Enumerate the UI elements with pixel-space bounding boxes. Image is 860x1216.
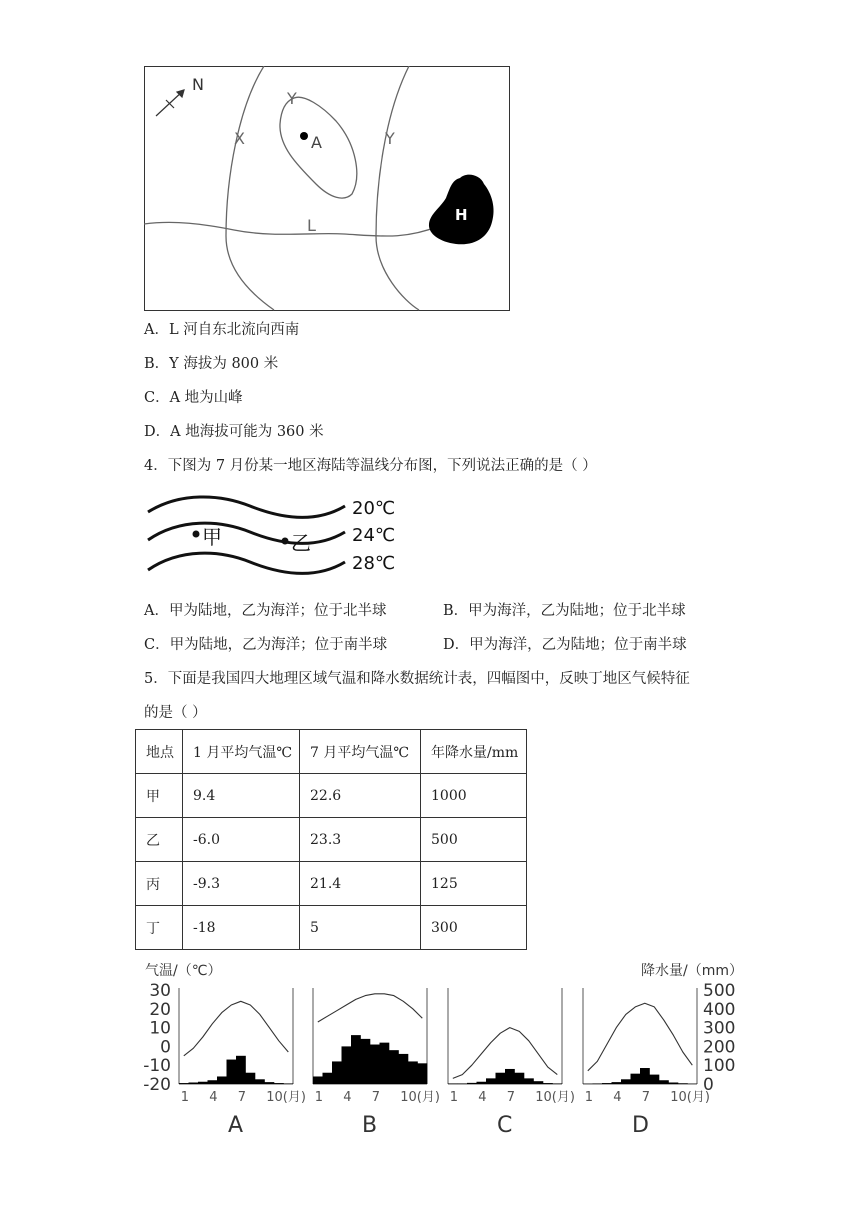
precip-bar (361, 1039, 371, 1084)
climate-panel-d (583, 988, 710, 1138)
table-cell: 丁 (136, 906, 183, 950)
precip-bar (640, 1068, 650, 1084)
isotherm-20 (148, 497, 345, 517)
panel-label: D (632, 1113, 649, 1138)
point-yi-label: 乙 (291, 531, 311, 555)
month-tick-label: 7 (371, 1090, 381, 1105)
precip-bar (408, 1061, 418, 1084)
panel-label: C (497, 1113, 513, 1138)
precip-bar (505, 1069, 515, 1084)
label-x: X (234, 129, 245, 148)
precip-bar (323, 1073, 333, 1084)
point-yi-dot (282, 538, 289, 545)
precip-bar (543, 1083, 553, 1084)
temp-tick-label: 10 (149, 1018, 171, 1039)
precip-bar (553, 1083, 563, 1084)
table-row (136, 906, 527, 950)
precip-tick-label: 0 (703, 1075, 714, 1095)
month-tick-label: 7 (506, 1090, 516, 1105)
isotherm-28 (148, 553, 345, 573)
precip-bar (246, 1073, 256, 1084)
table-cell: 丙 (136, 862, 183, 906)
month-tick-label: 4 (209, 1090, 218, 1105)
table-cell: 125 (421, 862, 527, 906)
precip-tick-label: 400 (703, 999, 736, 1020)
precip-bar (284, 1083, 294, 1084)
label-l: L (307, 216, 316, 235)
precip-bar (208, 1080, 218, 1084)
month-tick-label: 10(月) (670, 1090, 710, 1105)
label-h: H (455, 206, 468, 224)
temperature-line (588, 1003, 693, 1071)
temp-tick-label: 30 (149, 981, 171, 1001)
climate-panel-b (313, 988, 440, 1138)
precip-bar (351, 1035, 361, 1084)
temp-tick-label: 0 (160, 1037, 171, 1058)
precip-bar (631, 1074, 641, 1084)
q3-option-d: D．A 地海拔可能为 360 米 (144, 424, 324, 440)
isotherm-24 (148, 523, 345, 543)
point-jia-dot (193, 531, 200, 538)
label-a: A (311, 133, 322, 152)
precip-bar (342, 1046, 352, 1084)
north-label: N (192, 75, 204, 94)
table-cell: 500 (421, 818, 527, 862)
q3-option-c: C．A 地为山峰 (144, 390, 243, 406)
q5-stem-line2: 的是（ ） (144, 705, 207, 721)
point-a-dot (300, 132, 308, 140)
temp-tick-label: -10 (143, 1056, 171, 1077)
precip-axis-label: 降水量/（mm） (641, 963, 743, 979)
q3-option-b: B．Y 海拔为 800 米 (144, 356, 279, 372)
precip-bar (217, 1076, 227, 1084)
precip-bar (332, 1061, 342, 1084)
q4-stem: 4．下图为 7 月份某一地区海陆等温线分布图，下列说法正确的是（ ） (144, 458, 597, 474)
precip-bar (389, 1050, 399, 1084)
table-header: 年降水量/mm (421, 730, 527, 774)
iso-label-20: 20℃ (352, 498, 396, 519)
precip-bar (189, 1082, 199, 1084)
table-cell: 1000 (421, 774, 527, 818)
precip-bar (477, 1082, 487, 1084)
climate-panel-a (179, 988, 306, 1138)
iso-label-28: 28℃ (352, 553, 396, 574)
precip-bar (380, 1043, 390, 1084)
contour-map (144, 66, 510, 311)
table-cell: 22.6 (300, 774, 421, 818)
table-header: 1 月平均气温℃ (183, 730, 300, 774)
precip-bar (593, 1083, 603, 1084)
precip-bar (678, 1083, 688, 1084)
precip-bar (602, 1083, 612, 1084)
climate-table (135, 729, 527, 950)
table-cell: 5 (300, 906, 421, 950)
precip-bar (399, 1054, 409, 1084)
precip-bar (612, 1082, 622, 1084)
precip-bar (313, 1076, 323, 1084)
temp-tick-label: -20 (143, 1075, 171, 1095)
table-cell: -18 (183, 906, 300, 950)
q5-stem-line1: 5．下面是我国四大地理区域气温和降水数据统计表，四幅图中，反映丁地区气候特征 (144, 671, 690, 687)
label-y-right: Y (385, 129, 395, 148)
precip-bar (370, 1045, 380, 1084)
precip-bar (227, 1060, 237, 1084)
precip-bar (458, 1083, 468, 1084)
precip-tick-label: 100 (703, 1056, 736, 1077)
precip-bar (486, 1078, 496, 1084)
precip-bar (198, 1082, 208, 1084)
climate-charts (135, 958, 775, 1138)
table-cell: 23.3 (300, 818, 421, 862)
month-tick-label: 4 (613, 1090, 622, 1105)
climate-panel-c (448, 988, 575, 1138)
precip-bar (448, 1083, 458, 1084)
table-header-row (136, 730, 527, 774)
precip-bar (524, 1078, 534, 1084)
table-cell: 乙 (136, 818, 183, 862)
label-y-top: Y (287, 89, 297, 108)
precip-tick-label: 200 (703, 1037, 736, 1058)
precip-bar (418, 1063, 428, 1084)
table-cell: 300 (421, 906, 527, 950)
table-row (136, 862, 527, 906)
table-header: 7 月平均气温℃ (300, 730, 421, 774)
month-tick-label: 10(月) (266, 1090, 306, 1105)
precip-bar (659, 1080, 669, 1084)
month-tick-label: 1 (584, 1090, 594, 1105)
month-tick-label: 4 (343, 1090, 352, 1105)
temp-axis-label: 气温/（℃） (145, 963, 222, 979)
panel-label: A (228, 1113, 244, 1138)
precip-bar (236, 1056, 246, 1084)
month-tick-label: 10(月) (400, 1090, 440, 1105)
precip-bar (496, 1073, 506, 1084)
temperature-line (318, 994, 423, 1022)
q4-option-b: B．甲为海洋，乙为陆地；位于北半球 (443, 603, 686, 619)
temp-tick-label: 20 (149, 999, 171, 1020)
table-row (136, 818, 527, 862)
table-cell: 21.4 (300, 862, 421, 906)
precip-bar (467, 1083, 477, 1084)
precip-bar (179, 1083, 189, 1084)
table-cell: 9.4 (183, 774, 300, 818)
precip-tick-label: 500 (703, 981, 736, 1001)
precip-bar (515, 1073, 525, 1084)
month-tick-label: 4 (478, 1090, 487, 1105)
q3-option-a: A．L 河自东北流向西南 (144, 322, 300, 338)
precip-tick-label: 300 (703, 1018, 736, 1039)
precip-bar (621, 1079, 631, 1084)
table-row (136, 774, 527, 818)
precip-bar (255, 1079, 265, 1084)
isotherm-map (140, 488, 410, 584)
precip-bar (274, 1083, 284, 1084)
precip-bar (669, 1082, 679, 1084)
q4-option-d: D．甲为海洋，乙为陆地；位于南半球 (443, 637, 687, 653)
precip-bar (534, 1081, 544, 1084)
table-header: 地点 (136, 730, 183, 774)
temperature-line (184, 1001, 288, 1056)
month-tick-label: 1 (449, 1090, 459, 1105)
month-tick-label: 7 (237, 1090, 247, 1105)
q4-option-a: A．甲为陆地，乙为海洋；位于北半球 (144, 603, 387, 619)
iso-label-24: 24℃ (352, 525, 396, 546)
table-cell: -9.3 (183, 862, 300, 906)
month-tick-label: 7 (641, 1090, 651, 1105)
precip-bar (650, 1075, 660, 1084)
q4-option-c: C．甲为陆地，乙为海洋；位于南半球 (144, 637, 388, 653)
panel-label: B (362, 1113, 378, 1138)
month-tick-label: 10(月) (535, 1090, 575, 1105)
precip-bar (265, 1082, 275, 1084)
point-jia-label: 甲 (202, 525, 222, 549)
month-tick-label: 1 (180, 1090, 190, 1105)
month-tick-label: 1 (314, 1090, 324, 1105)
table-cell: -6.0 (183, 818, 300, 862)
table-cell: 甲 (136, 774, 183, 818)
